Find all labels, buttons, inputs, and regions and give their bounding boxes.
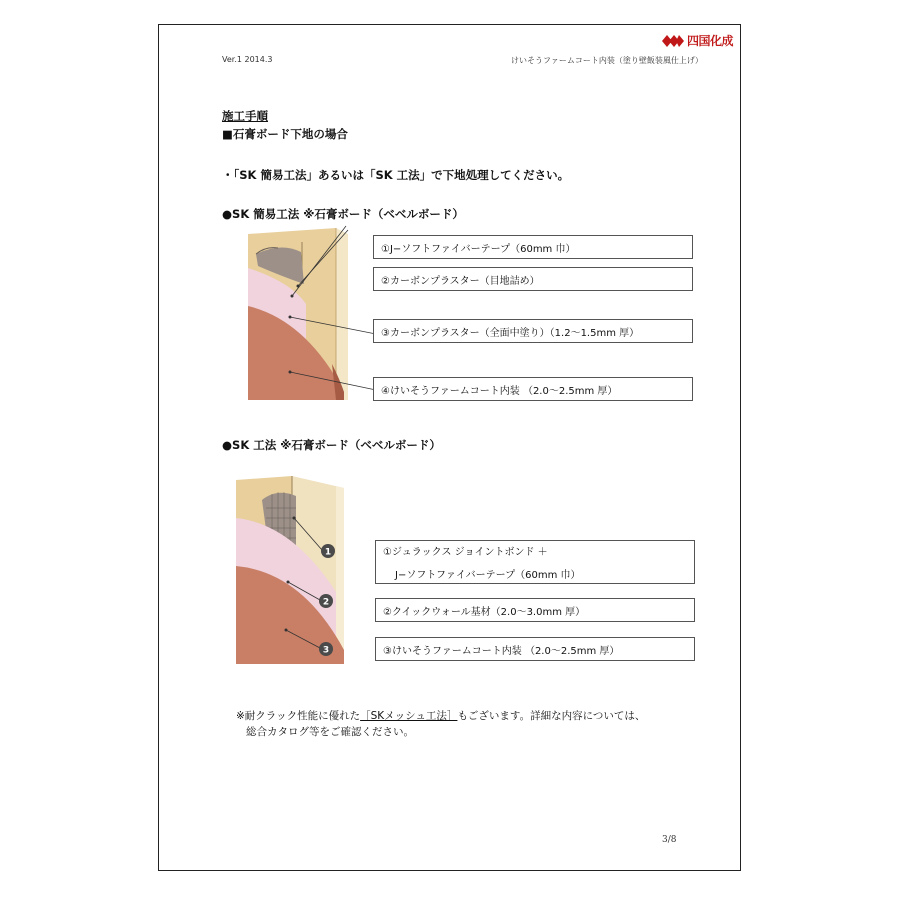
method1-item-3-label: ③カーボンプラスター（全面中塗り）（1.2〜1.5mm 厚）	[381, 327, 640, 339]
method2-item-3	[375, 637, 695, 661]
method2-heading: ●SK 工法 ※石膏ボード（ベベルボード）	[222, 438, 441, 452]
marker-2-label: 2	[322, 597, 330, 608]
note-line-2: 総合カタログ等をご確認ください。	[246, 726, 414, 738]
section-subtitle: ■石膏ボード下地の場合	[222, 127, 348, 141]
method1-heading: ●SK 簡易工法 ※石膏ボード（ベベルボード）	[222, 207, 464, 221]
method2-item-1	[375, 540, 695, 584]
method2-item-3-label: ③けいそうファームコート内装 （2.0〜2.5mm 厚）	[383, 645, 620, 657]
method2-item-2	[375, 598, 695, 622]
marker-3-label: 3	[322, 645, 330, 656]
note-suffix: もございます。詳細な内容については、	[457, 710, 646, 722]
method1-item-2	[373, 267, 693, 291]
page-number: 3/8	[662, 835, 677, 845]
marker-1-label: 1	[324, 547, 332, 558]
method2-item-1-line2: J−ソフトファイバーテープ（60mm 巾）	[395, 570, 581, 581]
note-line-1	[236, 708, 645, 723]
section-title: 施工手順	[222, 109, 268, 123]
version-label: Ver.1 2014.3	[222, 55, 273, 64]
method2-item-2-label: ②クイックウォール基材（2.0〜3.0mm 厚）	[383, 606, 586, 618]
note-prefix: ※耐クラック性能に優れた	[236, 710, 361, 722]
method1-item-3	[373, 319, 693, 343]
method1-item-4-label: ④けいそうファームコート内装 （2.0〜2.5mm 厚）	[381, 385, 618, 397]
method1-item-4	[373, 377, 693, 401]
company-logo	[662, 32, 733, 49]
method1-diagram	[236, 224, 376, 400]
method2-diagram	[232, 474, 352, 664]
method1-item-1-label: ①J−ソフトファイバーテープ（60mm 巾）	[381, 243, 576, 255]
logo-text: 四国化成	[687, 34, 734, 48]
document-title: けいそうファームコート内装（塗り壁飯装風仕上げ）	[511, 56, 703, 65]
logo-diamond-icon	[662, 35, 684, 47]
instruction-bullet: ・「SK 簡易工法」あるいは「SK 工法」で下地処理してください。	[222, 168, 570, 182]
method1-item-1	[373, 235, 693, 259]
method2-item-1-line1: ①ジュラックス ジョイントボンド ＋	[383, 547, 548, 558]
method1-item-2-label: ②カーボンプラスター（目地詰め）	[381, 275, 540, 287]
sk-mesh-link[interactable]: ［SKメッシュ工法］	[360, 710, 458, 722]
